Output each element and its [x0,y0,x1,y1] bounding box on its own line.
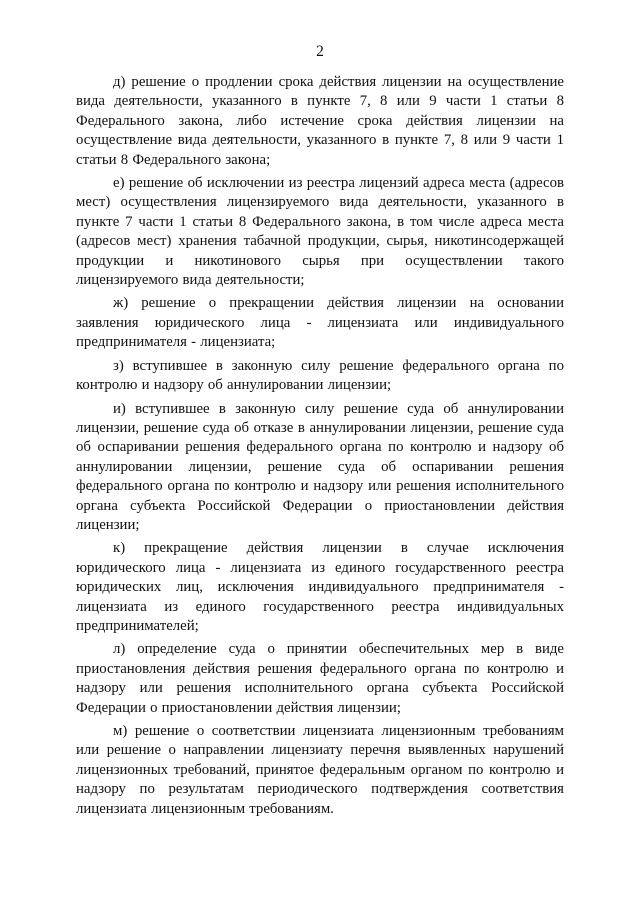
paragraph-m: м) решение о соответствии лицензиата лицензионным требованиям или решение о направлении лицензиату перечня выявленных нарушений лицензионных требований, принятое федеральным органом по контролю и надзору по результатам периодического подтверждения соответствия лицензиата лицензионным требованиям. [76,723,564,817]
paragraph-l: л) определение суда о принятии обеспечительных мер в виде приостановления действия решения федерального органа по контролю и надзору или решения исполнительного органа субъекта Российской Федерации о приостановлении действия лицензии; [76,641,564,716]
page-number: 2 [316,43,324,60]
paragraph-d: д) решение о продлении срока действия лицензии на осуществление вида деятельности, указанного в пункте 7, 8 или 9 части 1 статьи 8 Федерального закона, либо истечение срока действия лицензии на осуществление вида деятельности, указанного в пункте 7, 8 или 9 части 1 статьи 8 Федерального закона; [76,74,564,168]
paragraph-zh: ж) решение о прекращении действия лицензии на основании заявления юридического лица - лицензиата или индивидуального предпринимателя - лицензиата; [76,295,564,351]
paragraph-e: е) решение об исключении из реестра лицензий адреса места (адресов мест) осуществления лицензируемого вида деятельности, указанного в пункте 7 части 1 статьи 8 Федерального закона, в том числе адреса места (адресов мест) хранения табачной продукции, сырья, никотинсодержащей продукции и никотинового сырья при осуществлении такого лицензируемого вида деятельности; [76,175,564,289]
paragraph-k: к) прекращение действия лицензии в случае исключения юридического лица - лицензиата из единого государственного реестра юридических лиц, исключения индивидуального предпринимателя - лицензиата из единого государственного реестра индивидуальных предпринимателей; [76,540,564,634]
document-body [76,73,564,823]
paragraph-z: з) вступившее в законную силу решение федерального органа по контролю и надзору об аннулировании лицензии; [76,357,564,394]
paragraph-i: и) вступившее в законную силу решение суда об аннулировании лицензии, решение суда об отказе в аннулировании лицензии, решение суда об оспаривании решения федерального органа по контролю и надзору об аннулировании лицензии, решение суда об оспаривании решения федерального органа по контролю и надзору или решения исполнительного органа субъекта Российской Федерации о приостановлении действия лицензии; [76,400,564,533]
